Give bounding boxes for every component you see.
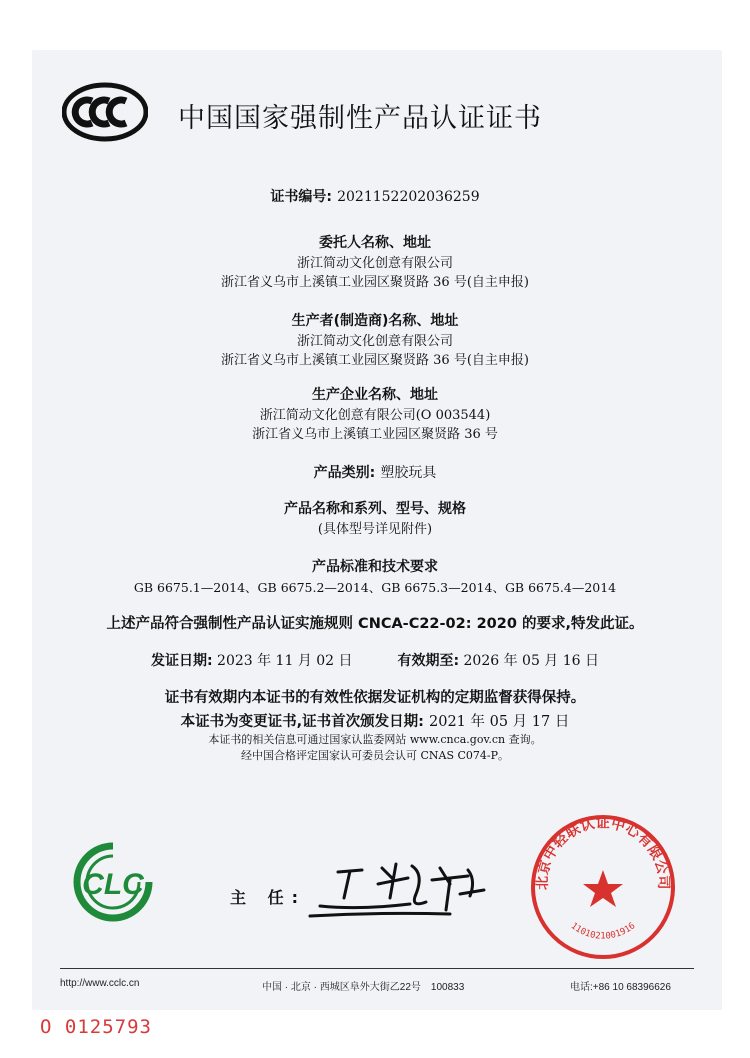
factory-name: 浙江简动文化创意有限公司(O 003544) bbox=[259, 408, 491, 423]
manufacturer-name: 浙江简动文化创意有限公司 bbox=[296, 334, 453, 349]
standards-section bbox=[60, 556, 690, 597]
dates-row bbox=[60, 650, 690, 670]
category-value: 塑胶玩具 bbox=[380, 465, 437, 481]
expiry-date-value: 2026 年 05 月 16 日 bbox=[463, 653, 600, 669]
manufacturer-address: 浙江省义乌市上溪镇工业园区聚贤路 36 号(自主申报) bbox=[221, 353, 529, 368]
product-header: 产品名称和系列、型号、规格 bbox=[284, 501, 466, 517]
seal-text: 北京中轻联认证中心有限公司 bbox=[534, 815, 672, 890]
footer-website: http://www.cclc.cn bbox=[60, 978, 140, 989]
certificate-number bbox=[60, 186, 690, 206]
seal-code: 1101021001916 bbox=[568, 921, 638, 942]
factory-address: 浙江省义乌市上溪镇工业园区聚贤路 36 号 bbox=[252, 427, 498, 442]
serial-number: O 0125793 bbox=[40, 1016, 152, 1038]
footer-phone: 电话:+86 10 68396626 bbox=[570, 982, 671, 993]
change-label: 本证书为变更证书,证书首次颁发日期: bbox=[180, 714, 424, 730]
official-seal bbox=[528, 812, 678, 962]
product-detail: (具体型号详见附件) bbox=[317, 522, 433, 537]
applicant-section bbox=[60, 232, 690, 292]
footer-address: 中国 · 北京 · 西城区阜外大街乙22号 100833 bbox=[262, 982, 465, 993]
seal-star-icon bbox=[583, 870, 623, 907]
product-section bbox=[60, 498, 690, 539]
director-label: 主 任: bbox=[230, 888, 306, 907]
standards-header: 产品标准和技术要求 bbox=[312, 559, 438, 575]
certificate-title: 中国国家强制性产品认证证书 bbox=[178, 103, 542, 134]
factory-header: 生产企业名称、地址 bbox=[312, 387, 438, 403]
change-line bbox=[60, 710, 690, 731]
issue-date-label: 发证日期: bbox=[150, 653, 213, 669]
first-issue-date: 2021 年 05 月 17 日 bbox=[429, 714, 570, 730]
note-website: 本证书的相关信息可通过国家认监委网站 www.cnca.gov.cn 查询。 bbox=[208, 733, 542, 746]
applicant-address: 浙江省义乌市上溪镇工业园区聚贤路 36 号(自主申报) bbox=[221, 275, 529, 290]
manufacturer-header: 生产者(制造商)名称、地址 bbox=[291, 313, 459, 329]
footer-divider bbox=[60, 968, 694, 969]
category-label: 产品类别: bbox=[313, 465, 376, 481]
cert-no-value: 2021152202036259 bbox=[337, 189, 480, 205]
factory-section bbox=[60, 384, 690, 444]
manufacturer-section bbox=[60, 310, 690, 370]
applicant-header: 委托人名称、地址 bbox=[319, 235, 431, 251]
svg-text:CLC: CLC bbox=[82, 868, 144, 901]
applicant-name: 浙江简动文化创意有限公司 bbox=[296, 256, 453, 271]
standards-value: GB 6675.1—2014、GB 6675.2—2014、GB 6675.3—2014、GB 6675.4—2014 bbox=[133, 580, 617, 595]
conformity-statement: 上述产品符合强制性产品认证实施规则 CNCA-C22-02: 2020 的要求,特发此证。 bbox=[106, 616, 644, 632]
validity-line: 证书有效期内本证书的有效性依据发证机构的定期监督获得保持。 bbox=[164, 690, 586, 706]
ccc-logo bbox=[62, 82, 148, 142]
issue-date-value: 2023 年 11 月 02 日 bbox=[217, 653, 353, 669]
product-category bbox=[60, 462, 690, 482]
note-cnas: 经中国合格评定国家认可委员会认可 CNAS C074-P。 bbox=[240, 749, 510, 762]
director-signature bbox=[300, 850, 510, 930]
svg-text:1101021001916 bbox=[569, 921, 638, 941]
expiry-date-label: 有效期至: bbox=[397, 653, 460, 669]
cert-no-label: 证书编号: bbox=[270, 189, 332, 205]
clc-logo bbox=[66, 842, 160, 922]
